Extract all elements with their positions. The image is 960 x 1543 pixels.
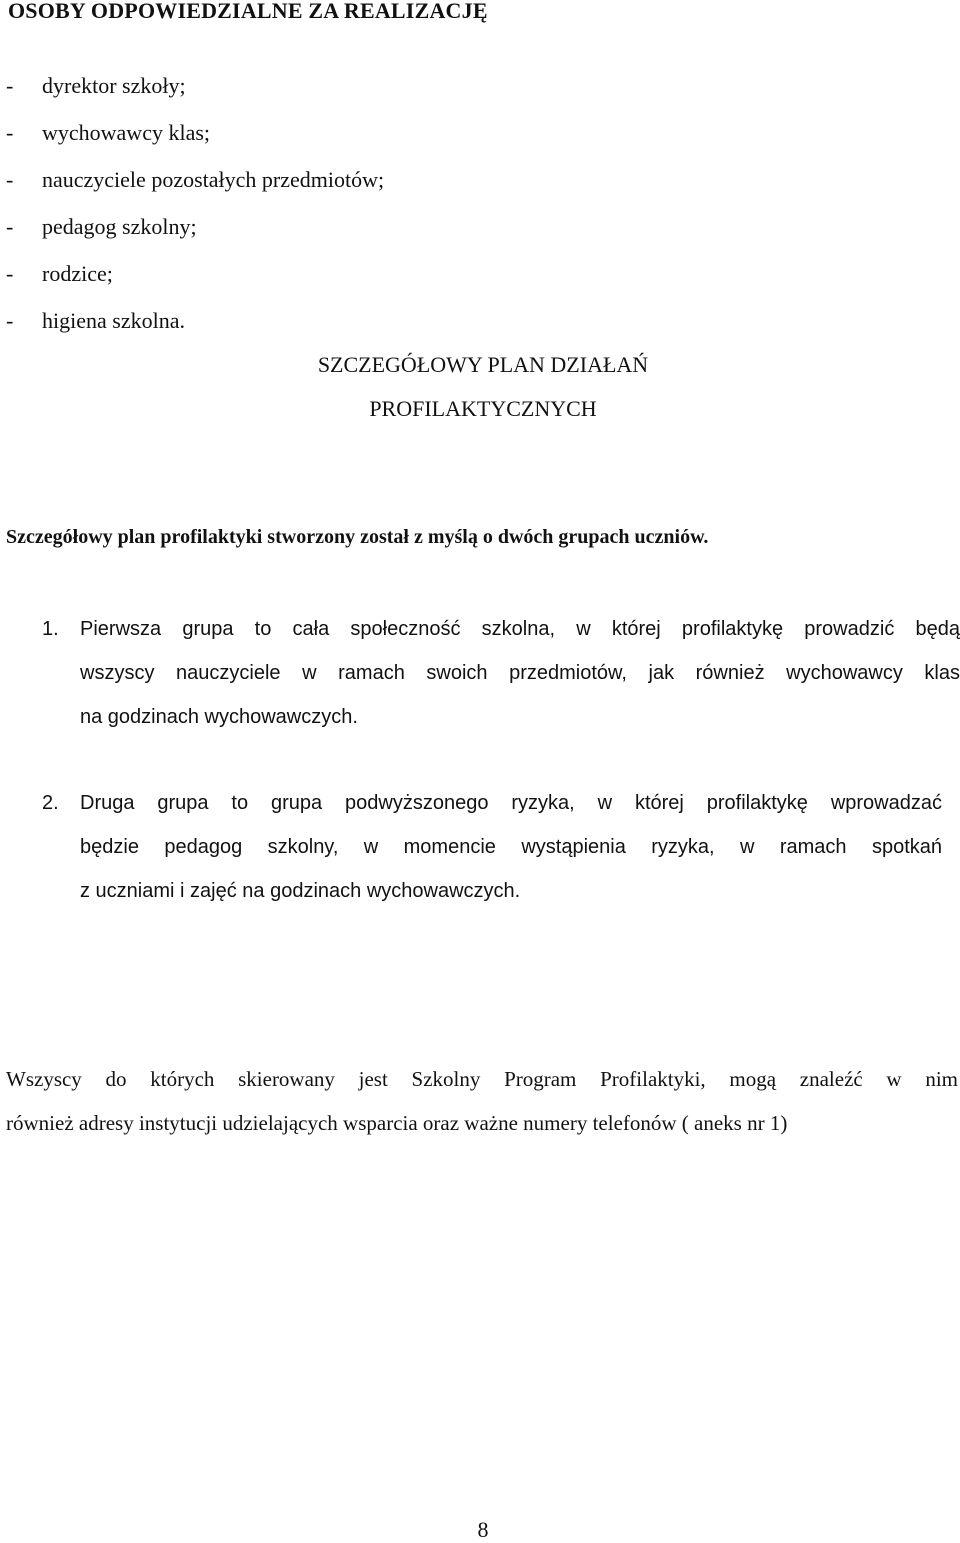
list-dash: -: [6, 73, 14, 98]
list-dash: -: [6, 167, 14, 192]
group-paragraph-1: [42, 607, 960, 739]
plan-title-line-2: PROFILAKTYCZNYCH: [369, 396, 597, 421]
list-item: [6, 68, 384, 115]
responsible-persons-list: [6, 68, 384, 350]
paragraph-line: również adresy instytucji udzielających wsparcia oraz ważne numery telefonów ( aneks nr 1): [6, 1111, 788, 1135]
list-item-text: higiena szkolna.: [42, 308, 185, 333]
list-item-text: rodzice;: [42, 261, 113, 286]
list-item: [6, 303, 384, 350]
list-item-text: wychowawcy klas;: [42, 120, 211, 145]
page-number: 8: [477, 1517, 489, 1542]
list-item-text: dyrektor szkoły;: [42, 73, 186, 98]
list-dash: -: [6, 120, 14, 145]
list-item: [6, 115, 384, 162]
list-item: [6, 256, 384, 303]
plan-title-line-1: SZCZEGÓŁOWY PLAN DZIAŁAŃ: [317, 352, 649, 377]
list-item-text: pedagog szkolny;: [42, 214, 197, 239]
paragraph-line: z uczniami i zajęć na godzinach wychowawczych.: [80, 880, 521, 902]
section-heading: OSOBY ODPOWIEDZIALNE ZA REALIZACJĘ: [8, 0, 488, 23]
group-paragraph-2: [42, 781, 942, 913]
intro-paragraph: Szczegółowy plan profilaktyki stworzony został z myślą o dwóch grupach uczniów.: [6, 526, 709, 548]
list-item: [6, 209, 384, 256]
paragraph-line: Druga grupa to grupa podwyższonego ryzyka, w której profilaktykę wprowadzać: [80, 792, 942, 814]
list-dash: -: [6, 214, 14, 239]
group-number: 2.: [42, 792, 59, 814]
list-dash: -: [6, 308, 14, 333]
paragraph-line: Pierwsza grupa to cała społeczność szkolna, w której profilaktykę prowadzić będą: [80, 618, 960, 640]
list-item: [6, 162, 384, 209]
paragraph-line: na godzinach wychowawczych.: [80, 706, 358, 728]
paragraph-line: wszyscy nauczyciele w ramach swoich przedmiotów, jak również wychowawcy klas: [80, 662, 960, 684]
list-item-text: nauczyciele pozostałych przedmiotów;: [42, 167, 385, 192]
paragraph-line: Wszyscy do których skierowany jest Szkolny Program Profilaktyki, mogą znaleźć w nim: [6, 1067, 958, 1091]
list-dash: -: [6, 261, 14, 286]
paragraph-line: będzie pedagog szkolny, w momencie wystąpienia ryzyka, w ramach spotkań: [80, 836, 942, 858]
group-number: 1.: [42, 618, 59, 640]
closing-paragraph: [6, 1057, 958, 1145]
